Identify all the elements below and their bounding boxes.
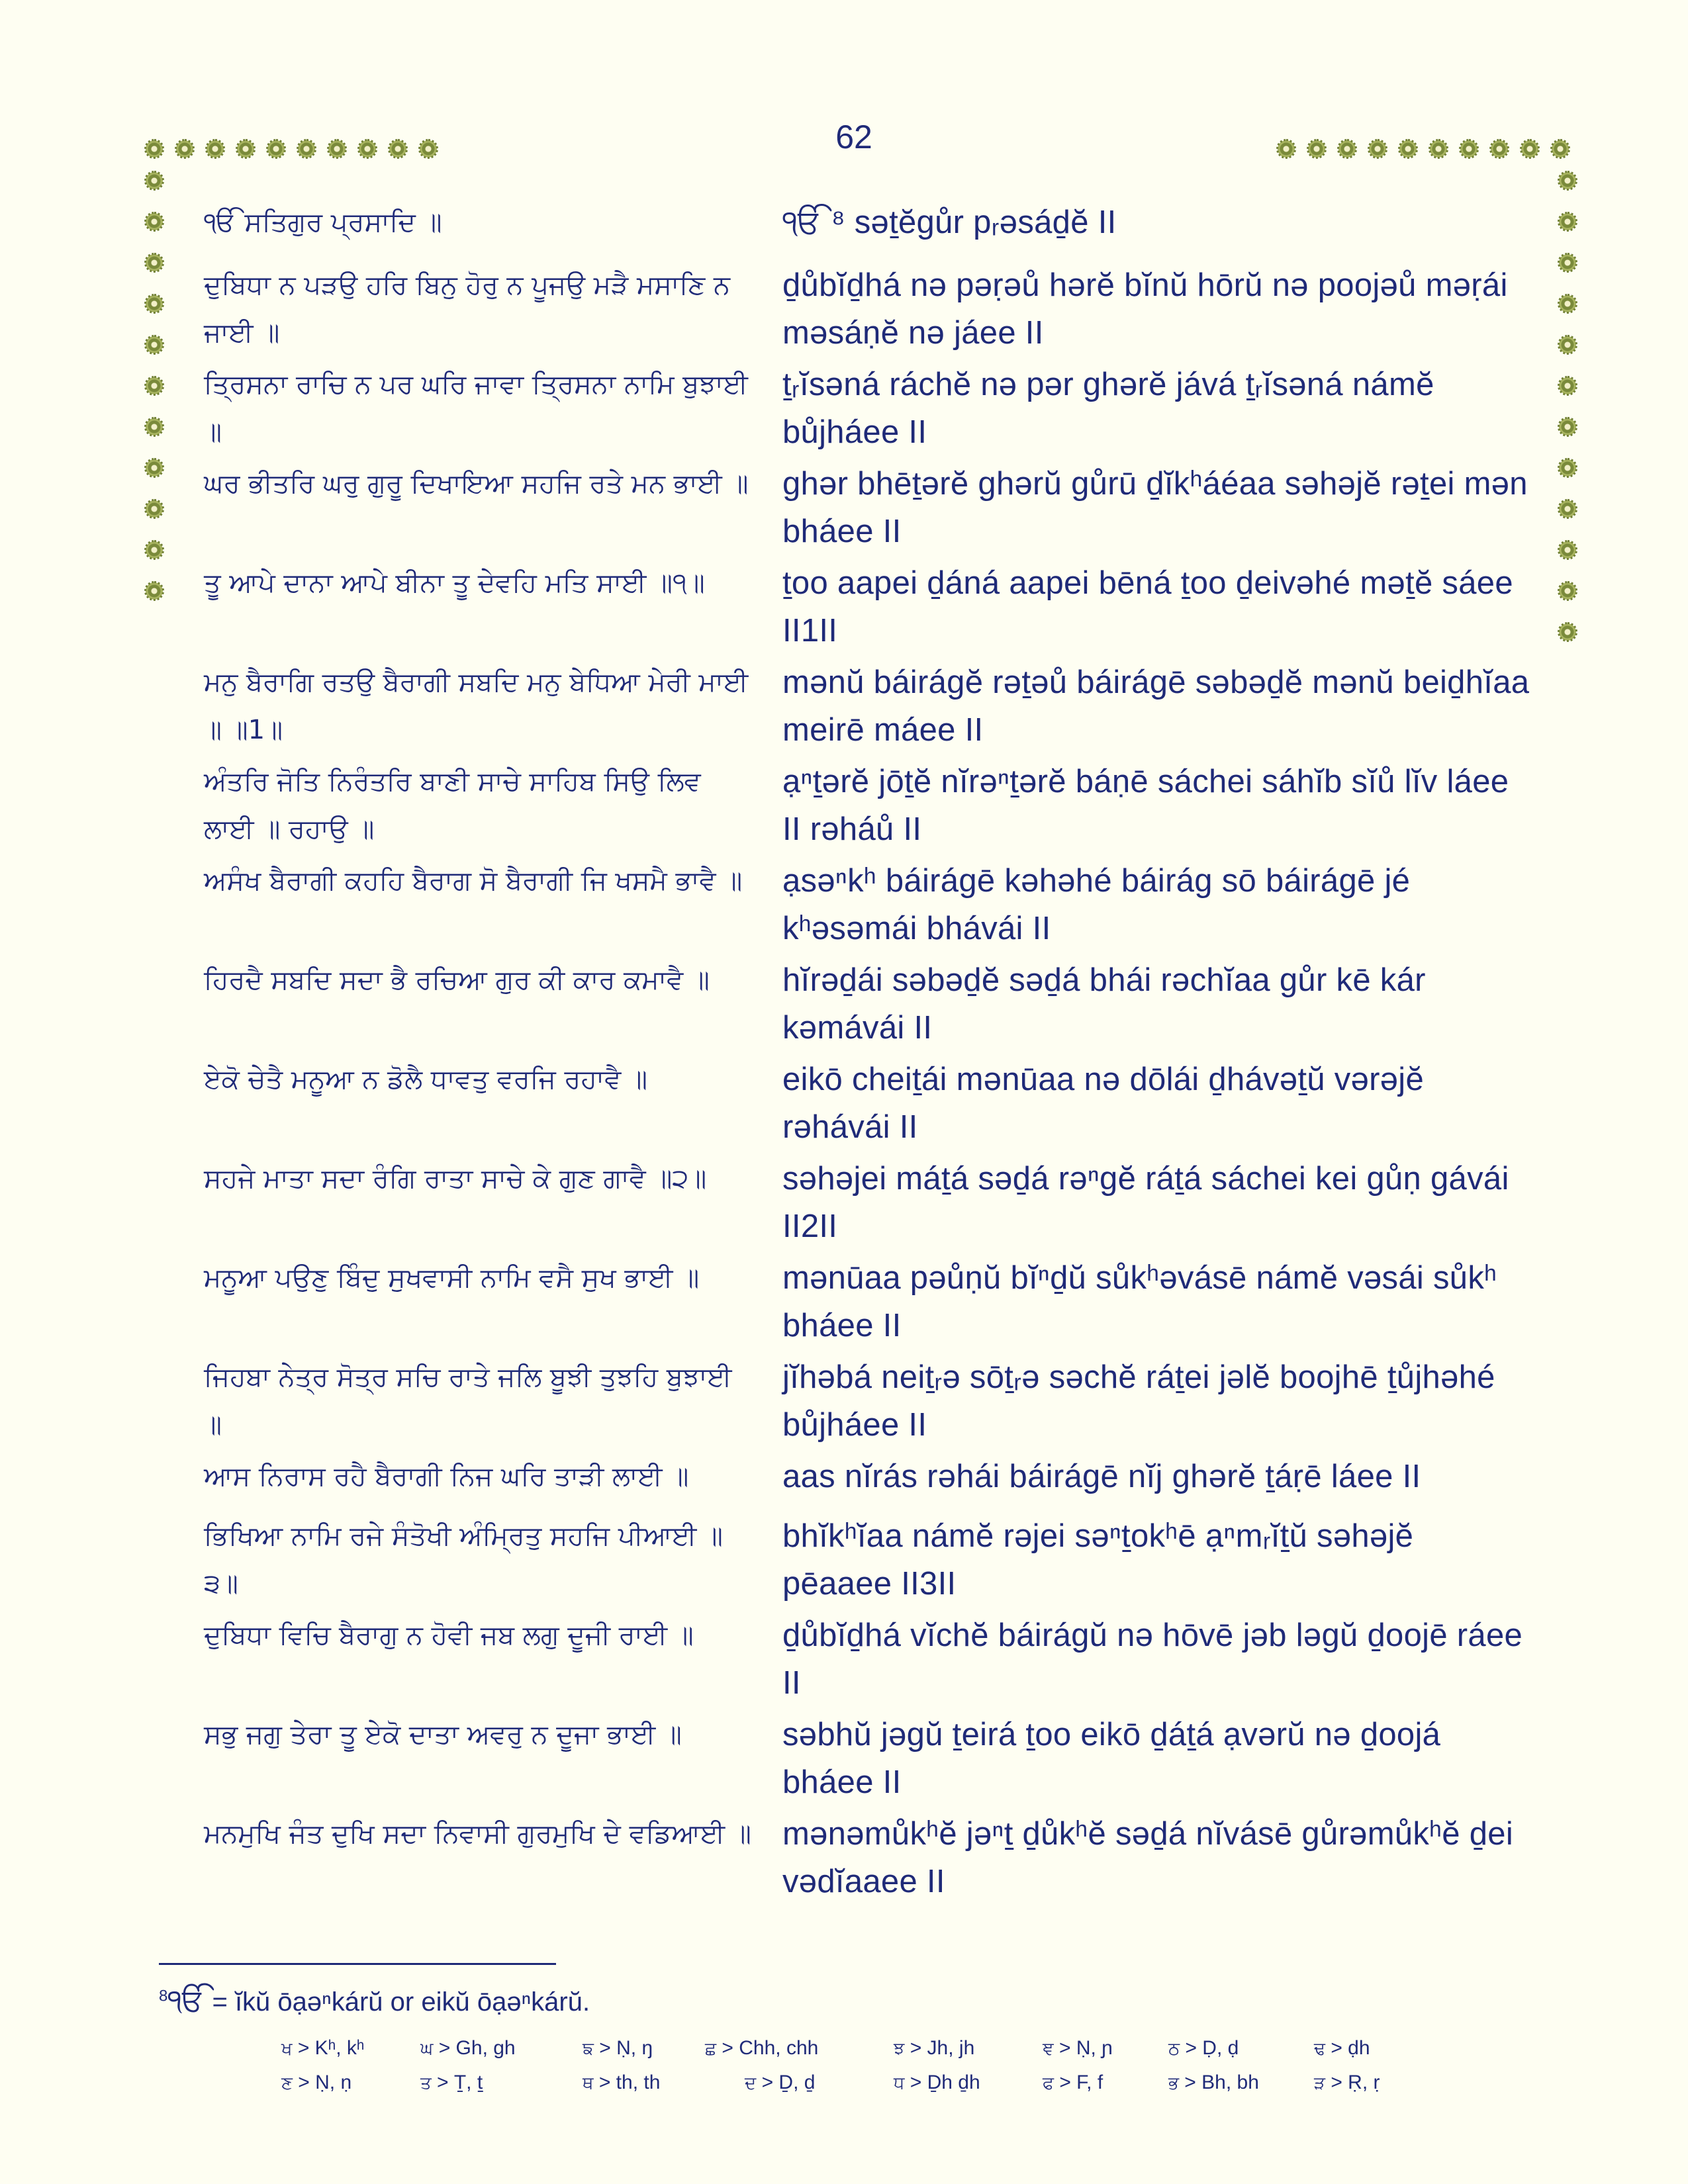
flower-ornament-icon [1369,140,1386,158]
flower-ornament-icon [1460,140,1477,158]
footnote [159,1982,590,2019]
gurmukhi-text: ਅੰਤਰਿ ਜੋਤਿ ਨਿਰੰਤਰਿ ਬਾਣੀ ਸਾਚੇ ਸਾਹਿਬ ਸਿਉ ਲਿਵ ਲਾਈ ॥ ਰਹਾਉ ॥ [204,766,701,844]
gurmukhi-text: ਤੂ ਆਪੇ ਦਾਨਾ ਆਪੇ ਬੀਨਾ ਤੂ ਦੇਵਹਿ ਮਤਿ ਸਾਈ ॥੧॥ [204,568,705,598]
flower-ornament-icon [1559,295,1576,312]
flower-ornament-icon [146,500,163,518]
flower-ornament-icon [298,140,315,158]
key-entry: ਭ > Bh, bh [1168,2071,1259,2093]
key-entry: ਘ > Gh, gh [420,2037,516,2059]
flower-ornament-icon [1559,623,1576,641]
flower-ornament-icon [1552,140,1569,158]
flower-ornament-icon [1559,582,1576,600]
flower-ornament-icon [1430,140,1447,158]
flower-ornament-icon [146,336,163,353]
page-number: 62 [835,118,872,156]
flower-ornament-icon [146,140,163,158]
flower-ornament-icon [237,140,254,158]
transliteration-text: ạⁿṯərĕ jōṯĕ nĭrəⁿṯərĕ báṇē sáchei sáhĭb sĭů lĭv láee II rəháů II [782,764,1509,847]
key-entry: ਛ > Chh, chh [705,2037,819,2059]
gurmukhi-text: ਮਨੂਆ ਪਉਣੁ ਬਿੰਦੁ ਸੁਖਵਾਸੀ ਨਾਮਿ ਵਸੈ ਸੁਖ ਭਾਈ ॥ [204,1263,700,1293]
gurmukhi-text: ਭਿਖਿਆ ਨਾਮਿ ਰਜੇ ਸੰਤੋਖੀ ਅੰਮ੍ਰਿਤੁ ਸਹਜਿ ਪੀਆਈ ॥੩॥ [204,1521,724,1599]
flower-ornament-icon [1278,140,1295,158]
gurmukhi-text: ਅਸੰਖ ਬੈਰਾਗੀ ਕਹਹਿ ਬੈਰਾਗ ਸੋ ਬੈਰਾਗੀ ਜਿ ਖਸਮੈ ਭਾਵੈ ॥ [204,866,743,896]
key-entry: ਙ > Ṇ, ŋ [583,2037,653,2059]
flower-ornament-icon [1559,254,1576,271]
gurmukhi-text: ੴ ਸਤਿਗੁਰ ਪ੍ਰਸਾਦਿ ॥ [204,207,442,238]
footnote-divider [159,1963,556,1965]
flower-ornament-icon [146,295,163,312]
gurmukhi-text: ਏਕੋ ਚੇਤੈ ਮਨੂਆ ਨ ਡੋਲੈ ਧਾਵਤੁ ਵਰਜਿ ਰਹਾਵੈ ॥ [204,1064,647,1095]
key-entry: ਣ > Ṇ, ṇ [281,2071,352,2093]
transliteration-text: ghər bhēṯərĕ ghərŭ gůrū ḏĭkʰáéaa səhəjĕ rəṯei mən bháee II [782,466,1528,549]
flower-ornament-icon [146,459,163,477]
flower-ornament-icon [1559,541,1576,559]
key-entry: ੜ > Ṛ, ṛ [1314,2071,1380,2093]
flower-ornament-icon [176,140,193,158]
flower-ornament-icon [1491,140,1508,158]
key-entry: ਧ > Ḏh ḏh [894,2071,980,2093]
key-entry: ਢ > ḍh [1314,2037,1370,2059]
flower-ornament-icon [359,140,376,158]
transliteration-text: mənŭ báirágĕ rəṯəů báirágē səbəḏĕ mənŭ beiḏhĭaa meirē máee II [782,664,1530,748]
transliteration-text: ḏůbĭḏhá nə pəṛəů hərĕ bĭnŭ hōrŭ nə poojəů məṛái məsáṇĕ nə jáee II [782,267,1508,351]
transliteration-text: ੴ ⁸ səṯĕgůr pᵣəsáḏĕ II [782,205,1117,240]
flower-ornament-icon [146,377,163,394]
key-entry: ਤ > Ṯ, ṯ [420,2071,483,2093]
gurmukhi-text: ਦੁਬਿਧਾ ਨ ਪੜਉ ਹਰਿ ਬਿਨੁ ਹੋਰੁ ਨ ਪੂਜਉ ਮੜੈ ਮਸਾਣਿ ਨ ਜਾਈ ॥ [204,270,730,348]
gurmukhi-text: ਘਰ ਭੀਤਰਿ ਘਰੁ ਗੁਰੂ ਦਿਖਾਇਆ ਸਹਜਿ ਰਤੇ ਮਨ ਭਾਈ ॥ [204,469,749,499]
flower-ornament-icon [1559,459,1576,477]
key-entry: ਦ > Ḏ, ḏ [745,2071,816,2093]
flower-ornament-icon [1559,418,1576,435]
flower-ornament-icon [1399,140,1417,158]
gurmukhi-text: ਮਨਮੁਖਿ ਜੰਤ ਦੁਖਿ ਸਦਾ ਨਿਵਾਸੀ ਗੁਰਮੁਖਿ ਦੇ ਵਡਿਆਈ ॥ [204,1819,751,1849]
gurmukhi-text: ਤ੍ਰਿਸਨਾ ਰਾਚਿ ਨ ਪਰ ਘਰਿ ਜਾਵਾ ਤ੍ਰਿਸਨਾ ਨਾਮਿ ਬੁਝਾਈ ॥ [204,369,748,447]
transliteration-text: səhəjei máṯá səḏá rəⁿgĕ ráṯá sáchei kei gůṇ gávái II2II [782,1161,1509,1244]
flower-ornament-icon [267,140,285,158]
key-entry: ਞ > Ṇ, ɲ [1043,2037,1113,2059]
flower-ornament-icon [146,541,163,559]
footnote-text: = ĭkŭ ōạəⁿkárŭ or eikŭ ōạəⁿkárŭ. [212,1987,590,2017]
flower-ornament-icon [146,418,163,435]
flower-ornament-icon [1559,172,1576,189]
transliteration-text: jĭhəbá neiṯᵣə sōṯᵣə səchĕ ráṯei jəlĕ boojhē ṯůjhəhé bůjháee II [782,1359,1495,1443]
ik-onkar-symbol: ੴ [167,1983,205,2017]
key-entry: ਝ > Jh, jh [894,2037,975,2059]
transliteration-text: bhĭkʰĭaa námĕ rəjei səⁿṯokʰē ạⁿmᵣĭṯŭ səhəjĕ pēaaee II3II [782,1518,1414,1602]
flower-ornament-icon [389,140,406,158]
flower-ornament-icon [1559,377,1576,394]
flower-ornament-icon [146,582,163,600]
flower-ornament-icon [1559,500,1576,518]
flower-ornament-icon [1559,336,1576,353]
transliteration-text: mənəmůkʰĕ jəⁿṯ ḏůkʰĕ səḏá nĭvásē gůrəmůkʰĕ ḏei vədĭaaee II [782,1816,1514,1899]
transliteration-text: aas nĭrás rəhái báirágē nĭj ghərĕ ṯáṛē láee II [782,1459,1421,1494]
flower-ornament-icon [146,254,163,271]
flower-ornament-icon [1559,213,1576,230]
flower-ornament-icon [1308,140,1325,158]
transliteration-text: səbhŭ jəgŭ ṯeirá ṯoo eikō ḏáṯá ạvərŭ nə ḏoojá bháee II [782,1717,1441,1800]
transliteration-text: eikō cheiṯái mənūaa nə dōlái ḏhávəṯŭ vərəjĕ rəhávái II [782,1062,1425,1145]
flower-ornament-icon [146,213,163,230]
gurmukhi-text: ਸਭੁ ਜਗੁ ਤੇਰਾ ਤੂ ਏਕੋ ਦਾਤਾ ਅਵਰੁ ਨ ਦੂਜਾ ਭਾਈ ॥ [204,1719,682,1750]
flower-ornament-icon [207,140,224,158]
flower-ornament-icon [420,140,437,158]
transliteration-text: ạsəⁿkʰ báirágē kəhəhé báirág sō báirágē jé kʰəsəmái bhávái II [782,863,1411,946]
key-entry: ਥ > th, th [583,2071,661,2093]
flower-ornament-icon [1338,140,1356,158]
gurmukhi-text: ਜਿਹਬਾ ਨੇਤ੍ਰ ਸੋਤ੍ਰ ਸਚਿ ਰਾਤੇ ਜਲਿ ਬੂਝੀ ਤੁਝਹਿ ਬੁਝਾਈ ॥ [204,1362,732,1440]
gurmukhi-text: ਸਹਜੇ ਮਾਤਾ ਸਦਾ ਰੰਗਿ ਰਾਤਾ ਸਾਚੇ ਕੇ ਗੁਣ ਗਾਵੈ ॥੨॥ [204,1163,707,1194]
gurmukhi-text: ਦੁਬਿਧਾ ਵਿਚਿ ਬੈਰਾਗੁ ਨ ਹੋਵੀ ਜਬ ਲਗੁ ਦੂਜੀ ਰਾਈ ॥ [204,1620,694,1651]
flower-ornament-icon [146,172,163,189]
transliteration-text: ṯᵣĭsəná ráchĕ nə pər ghərĕ jává ṯᵣĭsəná námĕ bůjháee II [782,367,1434,450]
transliteration-text: ṯoo aapei ḏáná aapei bēná ṯoo ḏeivəhé məṯĕ sáee II1II [782,565,1513,649]
transliteration-text: hĭrəḏái səbəḏĕ səḏá bhái rəchĭaa gůr kē kár kəmávái II [782,962,1426,1046]
key-entry: ਖ > Kʰ, kʰ [281,2037,365,2059]
gurmukhi-text: ਹਿਰਦੈ ਸਬਦਿ ਸਦਾ ਭੈ ਰਚਿਆ ਗੁਰ ਕੀ ਕਾਰ ਕਮਾਵੈ ॥ [204,965,710,995]
footnote-marker: 8 [159,1987,168,2005]
transliteration-text: ḏůbĭḏhá vĭchĕ báirágŭ nə hōvē jəb ləgŭ ḏoojē ráee II [782,1617,1523,1701]
flower-ornament-icon [1521,140,1538,158]
key-entry: ਠ > Ḍ, ḍ [1168,2037,1239,2059]
gurmukhi-text: ਮਨੁ ਬੈਰਾਗਿ ਰਤਉ ਬੈਰਾਗੀ ਸਬਦਿ ਮਨੁ ਬੇਧਿਆ ਮੇਰੀ ਮਾਈ ॥ ॥1॥ [204,667,749,745]
transliteration-text: mənūaa pəůṇŭ bĭⁿḏŭ sůkʰəvásē námĕ vəsái sůkʰ bháee II [782,1260,1497,1343]
gurmukhi-text: ਆਸ ਨਿਰਾਸ ਰਹੈ ਬੈਰਾਗੀ ਨਿਜ ਘਰਿ ਤਾੜੀ ਲਾਈ ॥ [204,1461,689,1492]
flower-ornament-icon [328,140,346,158]
key-entry: ਫ > F, f [1043,2071,1103,2093]
